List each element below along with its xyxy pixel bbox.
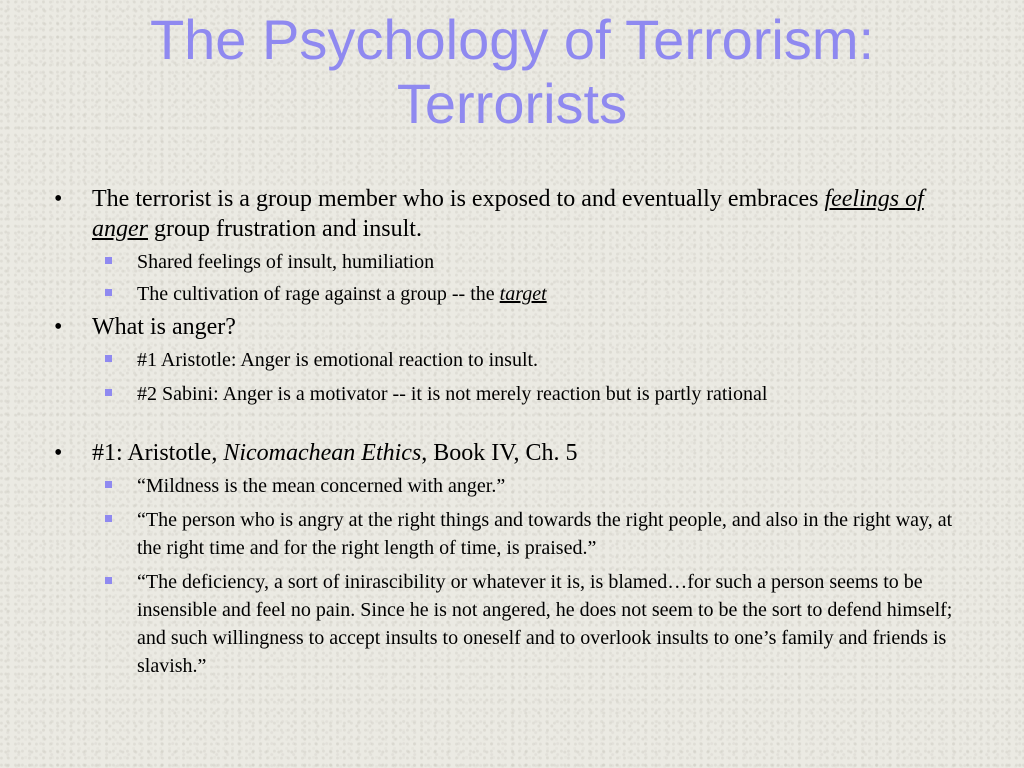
round-bullet-icon: • xyxy=(54,186,63,212)
sub-bullet-text: The cultivation of rage against a group -- the xyxy=(137,283,500,305)
square-bullet-icon xyxy=(105,515,112,522)
square-bullet-icon xyxy=(105,289,112,296)
square-bullet-icon xyxy=(105,577,112,584)
sub-bullet-cultivation-of-rage xyxy=(0,280,1024,308)
slide-title xyxy=(0,8,1024,136)
bullet-text: The terrorist is a group member who is exposed to and eventually embraces xyxy=(92,186,825,212)
sub-bullet-text: “The person who is angry at the right things and towards the right people, and also in the right way, at the right time and for the right length of time, is praised.” xyxy=(137,509,953,559)
sub-bullet-aristotle xyxy=(0,346,1024,374)
bullet-nicomachean-ethics xyxy=(0,438,1024,468)
square-bullet-icon xyxy=(105,355,112,362)
square-bullet-icon xyxy=(105,257,112,264)
sub-bullet-text: #2 Sabini: Anger is a motivator -- it is not merely reaction but is partly rational xyxy=(137,383,768,405)
sub-bullet-text: Shared feelings of insult, humiliation xyxy=(137,251,435,273)
emphasis-feelings-of-anger: feelings of anger xyxy=(92,186,924,242)
round-bullet-icon: • xyxy=(54,440,63,466)
slide-title-line-2: Terrorists xyxy=(396,72,628,135)
emphasis-target: target xyxy=(499,283,547,305)
sub-bullet-right-things-quote xyxy=(0,506,1024,562)
bullet-text: group frustration and insult. xyxy=(148,216,422,242)
square-bullet-icon xyxy=(105,481,112,488)
slide-body xyxy=(0,184,1024,680)
square-bullet-icon xyxy=(105,389,112,396)
sub-bullet-shared-feelings xyxy=(0,248,1024,276)
bullet-text: What is anger? xyxy=(92,314,236,340)
round-bullet-icon: • xyxy=(54,314,63,340)
bullet-text: #1: Aristotle, xyxy=(92,440,224,466)
bullet-text: , Book IV, Ch. 5 xyxy=(421,440,578,466)
emphasis-book-title: Nicomachean Ethics xyxy=(223,440,422,466)
slide-title-line-1: The Psychology of Terrorism: xyxy=(149,8,875,71)
sub-bullet-text: “The deficiency, a sort of inirascibility or whatever it is, is blamed…for such a person seems to be insensible and feel no pain. Since he is not angered, he does not seem to be the sort to defend himself; and such willingness to accept insults to oneself and to overlook insults to one’s family and friends is slavish.” xyxy=(137,571,953,677)
sub-bullet-mildness-quote xyxy=(0,472,1024,500)
sub-bullet-text: “Mildness is the mean concerned with anger.” xyxy=(137,475,506,497)
bullet-what-is-anger xyxy=(0,312,1024,342)
sub-bullet-sabini xyxy=(0,380,1024,408)
sub-bullet-deficiency-quote xyxy=(0,568,1024,680)
sub-bullet-text: #1 Aristotle: Anger is emotional reaction to insult. xyxy=(137,349,539,371)
bullet-terrorist-definition xyxy=(0,184,1024,244)
